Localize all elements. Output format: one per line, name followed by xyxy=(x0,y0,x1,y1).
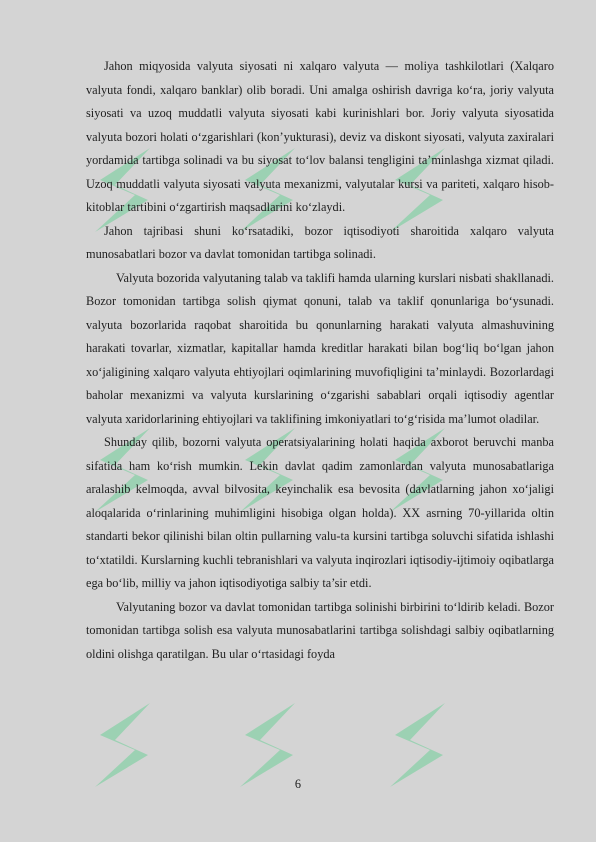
paragraph: Valyuta bozorida valyutaning talab va taklifi hamda ularning kurslari nisbati shakllanadi. Bozor tomonidan tartibga solish qiymat qonuni, talab va taklif qonunlariga bo‘ysunadi. valyuta bozorlarida raqobat sharoitida bu qonunlarning harakati valyuta almashuvining harakati tovarlar, xizmatlar, kapitallar hamda kreditlar harakati bilan bog‘liq bo‘lgan jahon xo‘jaligining xalqaro valyuta ehtiyojlari oqimlarining muvofiqligini ta’minlaydi. Bozorlardagi baholar mexanizmi va valyuta kurslarining o‘zgarishi sabablari orqali iqtisodiy agentlar valyuta xaridorlarining ehtiyojlari va taklifining imkoniyatlari to‘g‘risida ma’lumot oladilar. xyxy=(86,270,554,426)
page-number: 6 xyxy=(294,777,302,791)
body-text xyxy=(86,55,554,666)
paragraph: Jahon tajribasi shuni ko‘rsatadiki, bozor iqtisodiyoti sharoitida xalqaro valyuta munosabatlari bozor va davlat tomonidan tartibga solinadi. xyxy=(86,223,554,261)
paragraph: Shunday qilib, bozorni valyuta operatsiyalarining holati haqida axborot beruvchi manba sifatida ham ko‘rish mumkin. Lekin davlat qadim zamonlardan valyuta munosabatlariga aralashib kelmoqda, avval bilvosita, keyinchalik esa bevosita (davlatlarning jahon xo‘jaligi aloqalarida o‘rinlarining muhimligini hisobiga olgan holda). XX asrning 70-yillarida oltin standarti bekor qilinishi bilan oltin pullarning valu-ta kursini tartibga soluvchi sifatida ishlashi to‘xtatildi. Kurslarning kuchli tebranishlari va valyuta inqirozlari iqtisodiy-ijtimoiy oqibatlarga ega bo‘lib, milliy va jahon iqtisodiyotiga salbiy ta’sir etdi. xyxy=(86,435,554,590)
paragraph: Valyutaning bozor va davlat tomonidan tartibga solinishi birbirini to‘ldirib keladi. Bozor tomonidan tartibga solish esa valyuta munosabatlarini tartibga solishdagi salbiy oqibatlarning oldini olishga qaratilgan. Bu ular o‘rtasidagi foyda xyxy=(86,599,554,661)
paragraph: Jahon miqyosida valyuta siyosati ni xalqaro valyuta — moliya tashkilotlari (Xalqaro valyuta fondi, xalqaro banklar) olib boradi. Uni amalga oshirish davriga ko‘ra, joriy valyuta siyosati va uzoq muddatli valyuta siyosati kabi kurinishlari bor. Joriy valyuta siyosatida valyuta bozori holati o‘zgarishlari (kon’yukturasi), deviz va diskont siyosati, valyuta zaxiralari yordamida tartibga solinadi va bu siyosat to‘lov balansi tengligini ta’minlashga xizmat qiladi. Uzoq muddatli valyuta siyosati valyuta mexanizmi, valyutalar kursi va pariteti, xalqaro hisob-kitoblar tartibini o‘zgartirish maqsadlarini ko‘zlaydi. xyxy=(86,59,554,214)
